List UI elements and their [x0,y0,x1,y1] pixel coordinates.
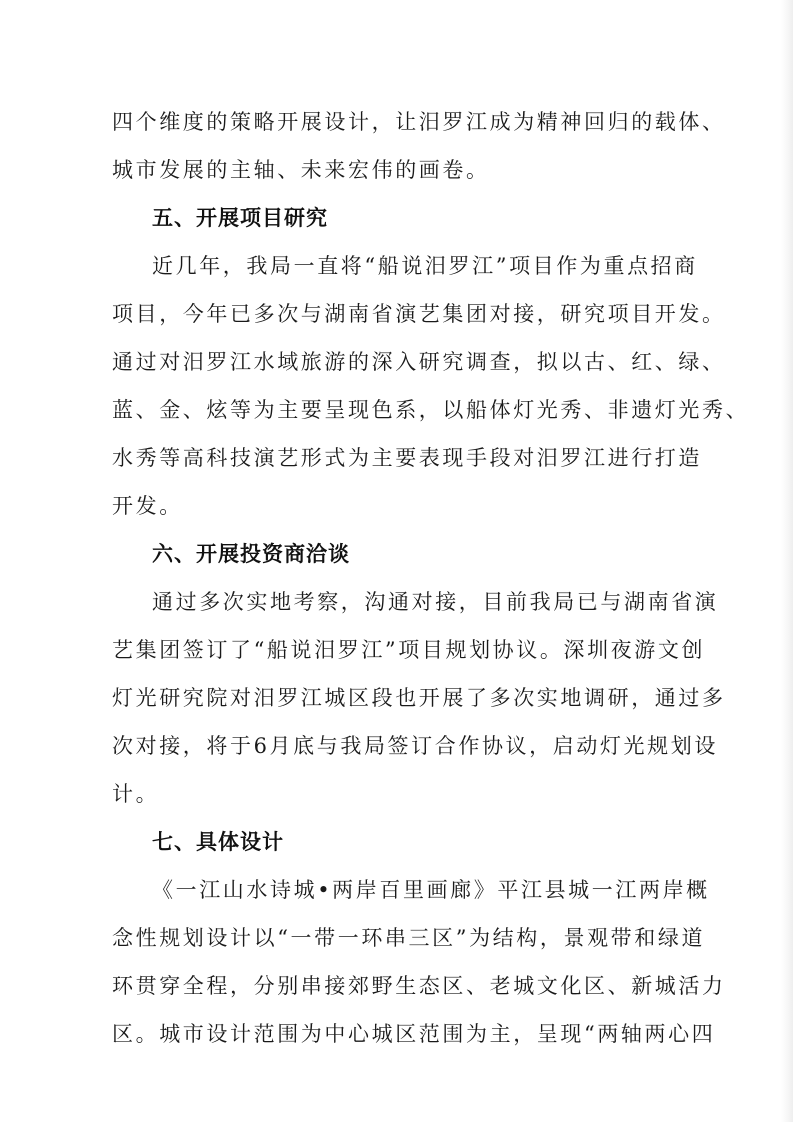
paragraph-line: 城市发展的主轴、未来宏伟的画卷。 [112,158,490,182]
paragraph-line: 四个维度的策略开展设计，让汨罗江成为精神回归的载体、 [112,110,726,134]
paragraph-line: 区。城市设计范围为中心城区范围为主，呈现“两轴两心四 [112,1022,716,1046]
paragraph-line: 开发。 [112,494,183,518]
paragraph-line: 蓝、金、炫等为主要呈现色系，以船体灯光秀、非遗灯光秀、 [112,398,750,422]
paragraph-line: 项目，今年已多次与湖南省演艺集团对接，研究项目开发。 [112,302,726,326]
section-heading-5: 五、开展项目研究 [152,206,328,230]
paragraph-line: 近几年，我局一直将“船说汨罗江”项目作为重点招商 [152,254,698,278]
paragraph-line: 次对接，将于6月底与我局签订合作协议，启动灯光规划设 [112,734,718,758]
paragraph-line: 《一江山水诗城•两岸百里画廊》平江县城一江两岸概 [152,878,710,902]
section-heading-7: 七、具体设计 [152,830,284,854]
paragraph-line: 灯光研究院对汨罗江城区段也开展了多次实地调研，通过多 [112,686,726,710]
paragraph-line: 艺集团签订了“船说汨罗江”项目规划协议。深圳夜游文创 [112,638,706,662]
paragraph-line: 计。 [112,782,160,806]
paragraph-line: 通过多次实地考察，沟通对接，目前我局已与湖南省演 [152,590,719,614]
scan-edge-shadow [781,0,793,1122]
paragraph-line: 环贯穿全程，分别串接郊野生态区、老城文化区、新城活力 [112,974,726,998]
paragraph-line: 念性规划设计以“一带一环串三区”为结构，景观带和绿道 [112,926,706,950]
section-heading-6: 六、开展投资商洽谈 [152,542,350,566]
paragraph-line: 水秀等高科技演艺形式为主要表现手段对汨罗江进行打造 [112,446,702,470]
paragraph-line: 通过对汨罗江水域旅游的深入研究调查，拟以古、红、绿、 [112,350,726,374]
